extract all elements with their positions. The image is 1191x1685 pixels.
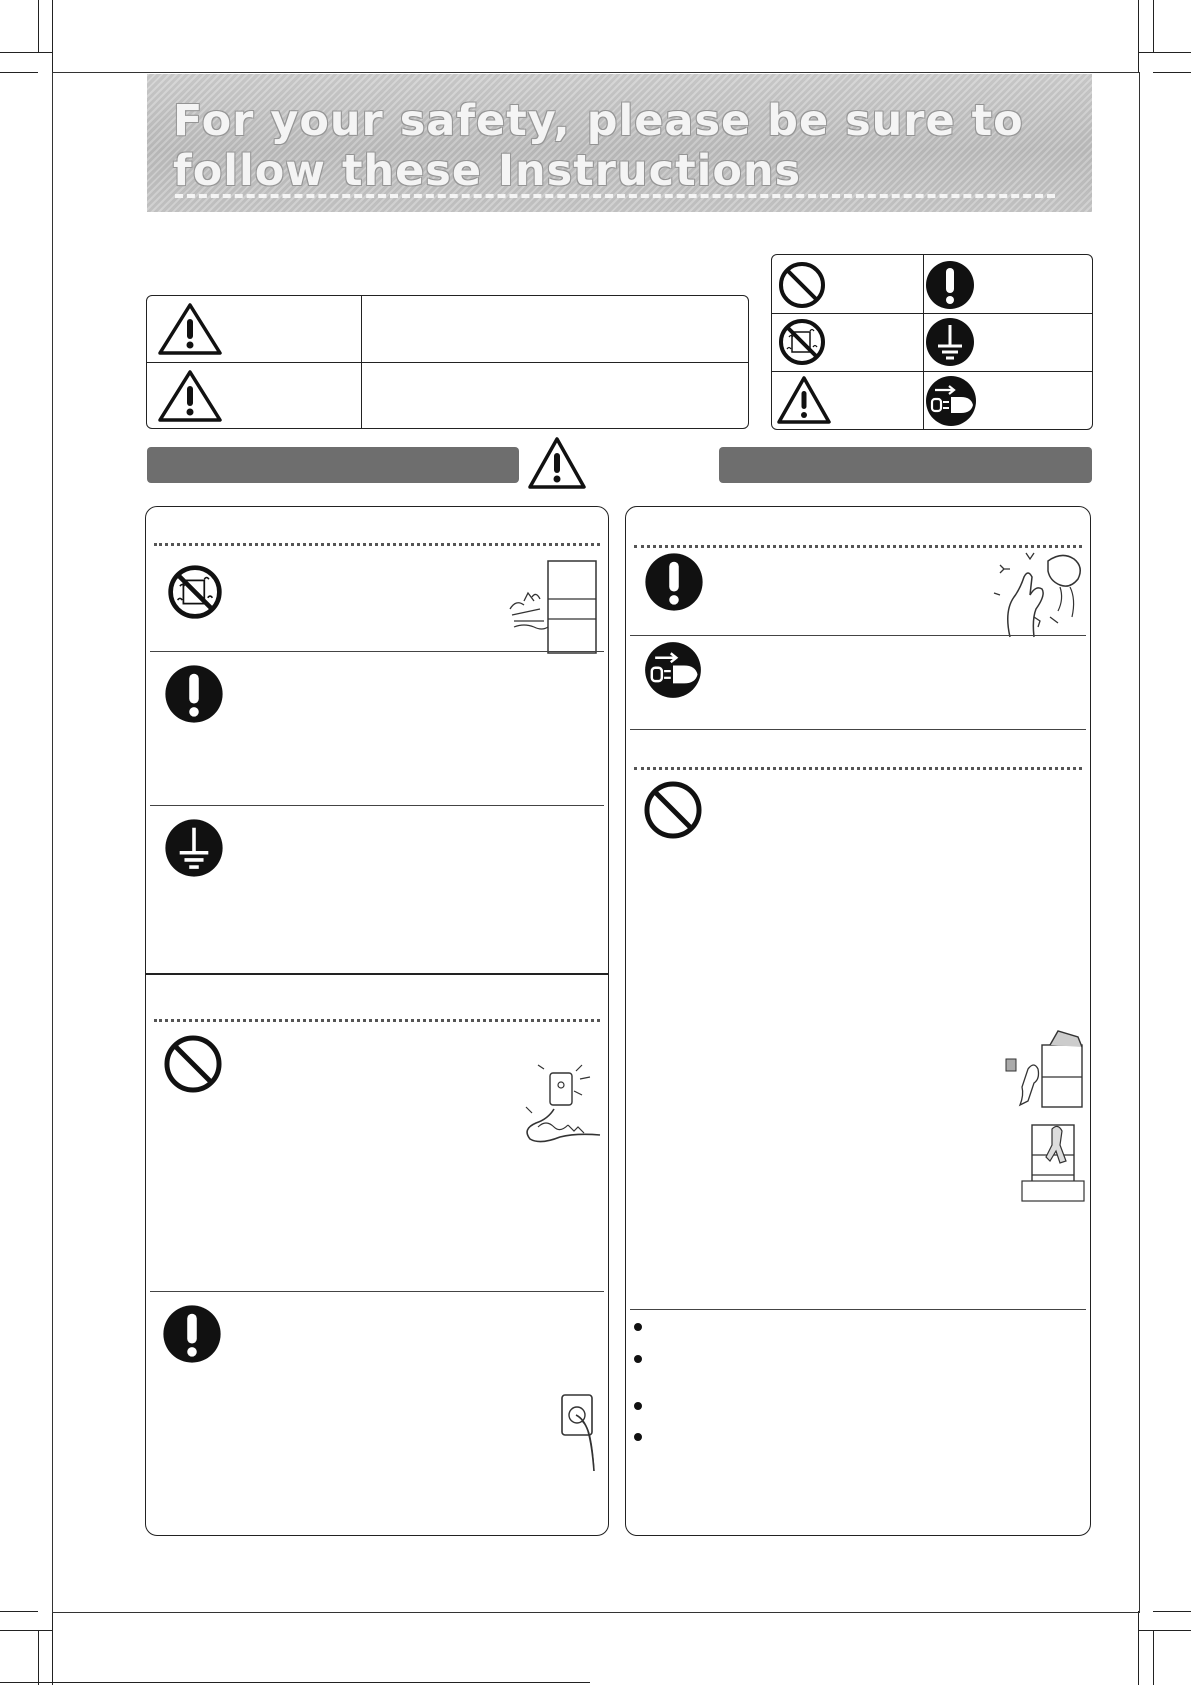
right-instructions-panel [625, 506, 1091, 1536]
plug-in-outlet-illustration [558, 1387, 604, 1479]
children-climbing-refrigerator-illustration [1002, 1025, 1088, 1207]
mandatory-action-icon [925, 259, 975, 311]
crop-mark [0, 52, 52, 53]
bullet [634, 1433, 642, 1441]
crop-mark [52, 0, 53, 72]
separator [630, 635, 1086, 636]
caution-triangle-icon [776, 375, 832, 425]
divider [923, 255, 924, 429]
page-title: For your safety, please be sure to follow these Instructions [173, 96, 1024, 196]
dotted-separator [154, 1019, 600, 1022]
print-edge-line [0, 1682, 590, 1683]
caution-triangle-icon [157, 369, 223, 423]
ground-icon [925, 316, 975, 368]
bullet [634, 1402, 642, 1410]
bullet [634, 1355, 642, 1363]
section-bar-left [147, 447, 519, 483]
crop-mark [1153, 1611, 1191, 1612]
separator [150, 651, 604, 652]
damaged-cord-outlet-illustration [518, 1063, 604, 1159]
prohibition-icon [642, 779, 704, 841]
separator [630, 729, 1086, 730]
legend-icon-cell [147, 363, 362, 429]
no-water-icon [166, 563, 224, 621]
mandatory-action-icon [162, 1303, 222, 1365]
crop-mark [1138, 1611, 1139, 1685]
legend-row-caution [147, 362, 748, 429]
symbol-explanation-table [771, 254, 1093, 430]
crop-mark [0, 72, 38, 73]
legend-caution-text [369, 371, 739, 421]
crop-mark [38, 1630, 39, 1685]
crop-mark [1138, 52, 1191, 53]
crop-mark [1153, 0, 1154, 52]
legend-icon-cell [147, 296, 362, 362]
water-splash-refrigerator-illustration [508, 557, 600, 657]
crop-mark [52, 1611, 53, 1685]
bullet [634, 1323, 642, 1331]
title-banner [147, 74, 1092, 212]
separator [150, 1291, 604, 1292]
dotted-separator [634, 767, 1082, 770]
crop-mark [1138, 1630, 1191, 1631]
mandatory-action-icon [164, 663, 224, 725]
title-underline [175, 194, 1055, 198]
separator [150, 805, 604, 806]
ground-icon [164, 817, 224, 879]
crop-mark [0, 1630, 52, 1631]
left-instructions-panel [145, 506, 609, 1536]
crop-mark [1138, 0, 1139, 72]
mandatory-action-icon [644, 551, 704, 613]
section-bar-right [719, 447, 1092, 483]
section-divider [146, 973, 608, 975]
hands-frost-illustration [990, 547, 1086, 641]
warning-triangle-icon [527, 436, 587, 490]
prohibition-icon [162, 1033, 224, 1095]
crop-mark [1153, 72, 1191, 73]
warning-triangle-icon [157, 302, 223, 356]
divider [772, 371, 1092, 372]
unplug-icon [644, 641, 702, 699]
crop-mark [1153, 1630, 1154, 1685]
crop-mark [0, 1611, 38, 1612]
unplug-icon [925, 375, 977, 427]
prohibition-icon [777, 260, 827, 310]
legend-warning-text [369, 304, 739, 354]
divider [772, 313, 1092, 314]
crop-mark [38, 0, 39, 52]
legend-row-warning [147, 296, 748, 362]
separator [630, 1309, 1086, 1310]
hazard-legend-table [146, 295, 749, 429]
dotted-separator [154, 543, 600, 546]
no-water-icon [777, 317, 827, 367]
